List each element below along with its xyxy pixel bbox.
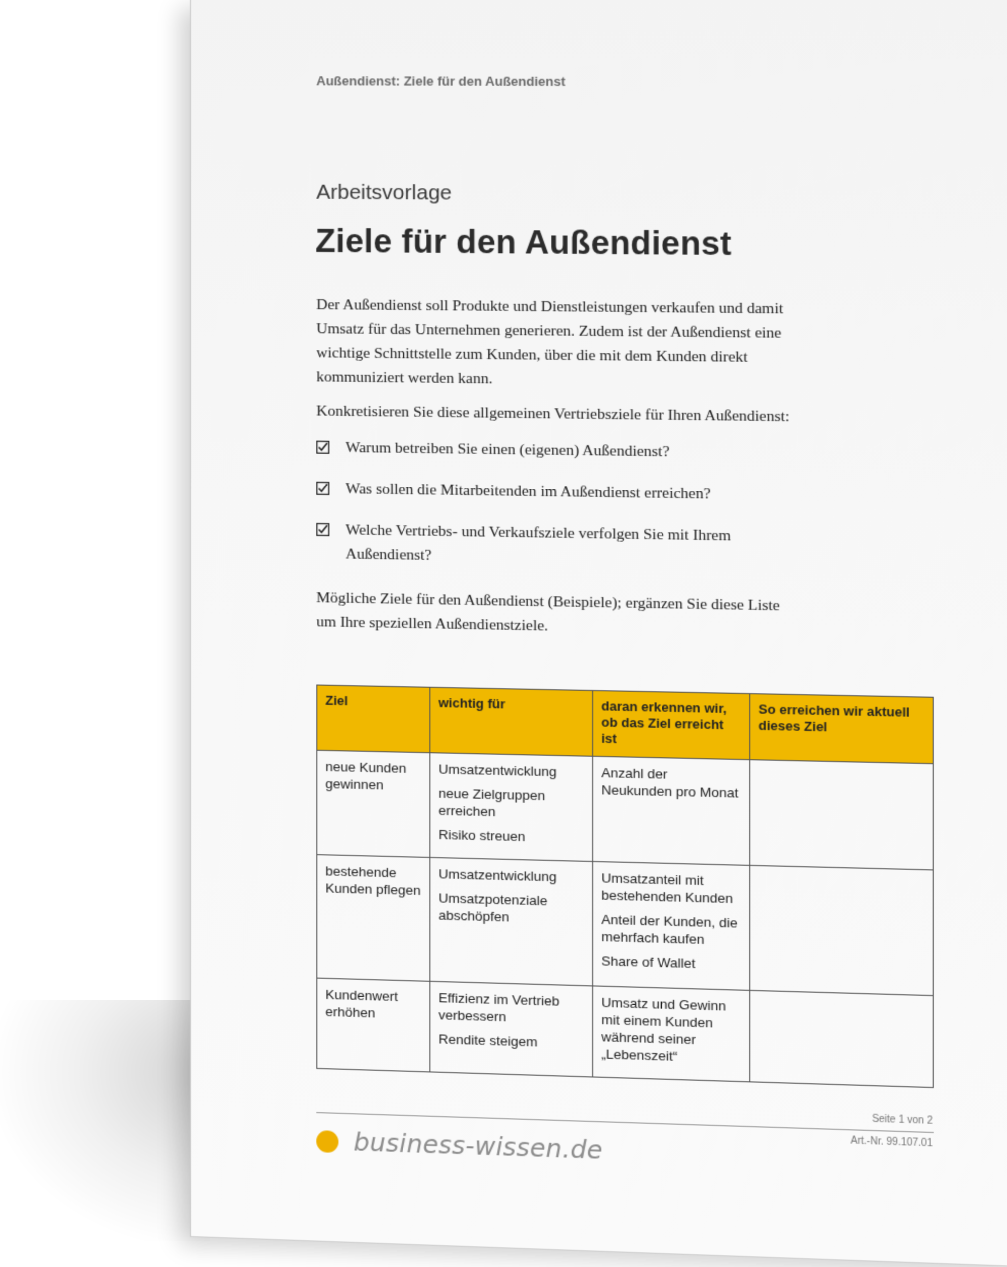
column-header: Ziel [317, 685, 430, 753]
brand-wordmark: business-wissen.de [353, 1127, 603, 1165]
checklist-text: Welche Vertriebs- und Verkaufsziele verfolgen Sie mit Ihrem Außendienst? [345, 521, 731, 564]
goals-table [316, 685, 933, 1089]
importance-item: Effizienz im Vertrieb verbessern [438, 990, 560, 1025]
table-row [317, 750, 933, 870]
indicator-item: Share of Wallet [601, 953, 696, 972]
goal-cell: bestehende Kunden pflegen [317, 855, 430, 982]
table-row [317, 978, 933, 1087]
indicator-item: Anzahl der Neukunden pro Monat [601, 765, 739, 801]
checked-box-icon [316, 482, 329, 495]
document-kicker: Arbeitsvorlage [316, 180, 452, 205]
checklist-text: Was sollen die Mitarbeitenden im Außendienst erreichen? [345, 480, 711, 503]
checklist-item [316, 518, 795, 574]
lead-paragraph: Konkretisieren Sie diese allgemeinen Vertriebsziele für Ihren Außendienst: [316, 402, 790, 426]
indicator-cell [593, 756, 750, 865]
method-cell[interactable] [750, 760, 934, 870]
method-cell[interactable] [750, 865, 934, 995]
checked-box-icon [316, 441, 329, 454]
column-header: daran erkennen wir, ob das Ziel erreicht ist [593, 691, 750, 760]
method-cell[interactable] [750, 990, 934, 1087]
column-header: So erreichen wir aktuell dieses Ziel [750, 694, 934, 764]
indicator-cell [593, 861, 750, 990]
document-page [190, 0, 1007, 1267]
importance-cell [430, 753, 593, 862]
examples-paragraph: Mögliche Ziele für den Außendienst (Beispiele); ergänzen Sie diese Liste um Ihre speziellen Außendienstziele. [316, 589, 780, 635]
intro-paragraph: Der Außendienst soll Produkte und Dienstleistungen verkaufen und damit Umsatz für das Unternehmen generieren. Zudem ist der Außendienst eine wichtige Schnittstelle zum Kunden, über die mit dem Kunden direkt kommuniziert werden kann. [316, 296, 784, 388]
checklist-text: Warum betreiben Sie einen (eigenen) Außendienst? [345, 438, 670, 461]
running-header: Außendienst: Ziele für den Außendienst [316, 73, 566, 89]
document-body [316, 293, 795, 643]
column-header: wichtig für [430, 687, 593, 756]
table-row [317, 855, 933, 996]
brand-dot-icon [316, 1130, 338, 1153]
importance-item: neue Zielgruppen erreichen [438, 785, 546, 820]
importance-item: Rendite steigem [438, 1031, 538, 1050]
brand-logo [316, 1126, 603, 1165]
indicator-cell [593, 986, 750, 1082]
indicator-item: Anteil der Kunden, die mehrfach kaufen [601, 911, 738, 947]
importance-item: Umsatzentwicklung [438, 761, 557, 780]
indicator-item: Umsatzanteil mit bestehenden Kunden [601, 870, 734, 907]
importance-cell [430, 857, 593, 985]
goal-cell: neue Kunden gewinnen [317, 750, 430, 857]
document-title: Ziele für den Außendienst [315, 221, 732, 263]
page-shadow [0, 1000, 210, 1241]
checklist-item [316, 436, 795, 466]
importance-item: Umsatzentwicklung [438, 866, 557, 885]
importance-item: Risiko streuen [438, 826, 526, 845]
importance-cell [430, 981, 593, 1077]
page-number: Seite 1 von 2 [871, 1113, 933, 1127]
importance-item: Umsatzpotenziale abschöpfen [438, 890, 548, 925]
checked-box-icon [316, 523, 329, 536]
article-number: Art.-Nr. 99.107.01 [850, 1135, 933, 1150]
indicator-item: Umsatz und Gewinn mit einem Kunden während seiner „Lebenszeit“ [601, 994, 727, 1064]
checklist-item [316, 477, 795, 508]
goal-cell: Kundenwert erhöhen [317, 978, 430, 1072]
